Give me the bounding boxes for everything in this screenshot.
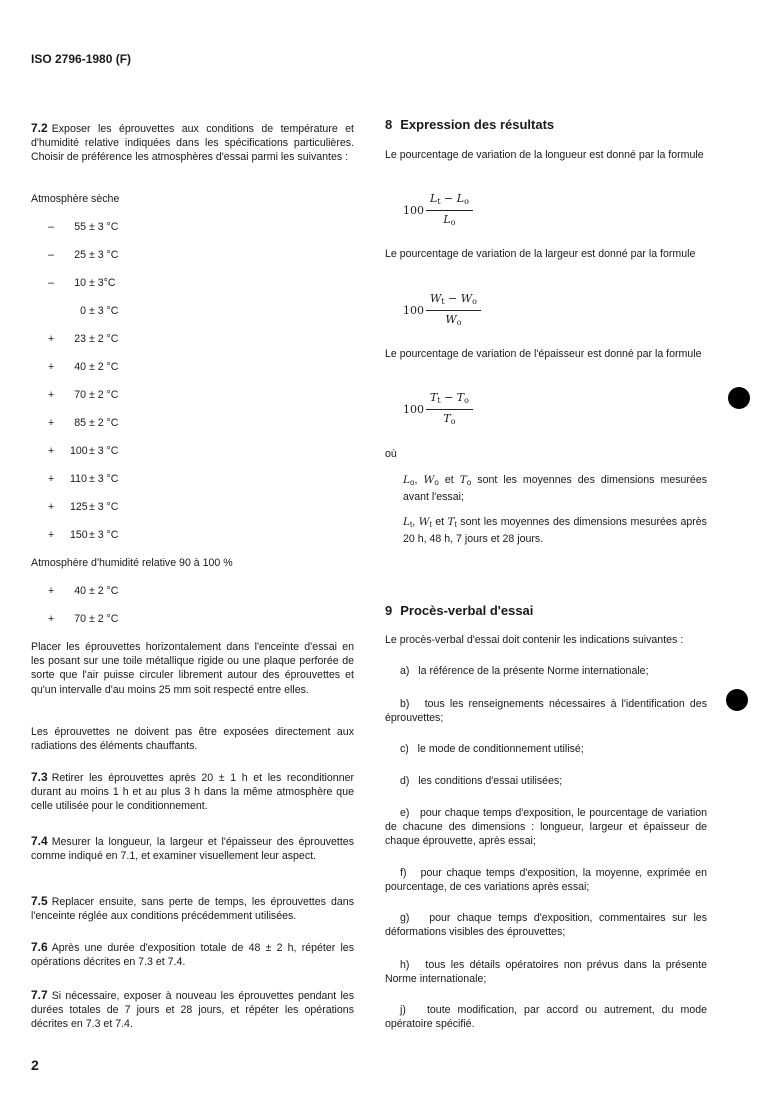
temperature-item: + 100 ± 3 °C	[48, 445, 119, 457]
list-item: h) tous les détails opératoires non prévus dans la présente Norme internationale;	[385, 959, 707, 986]
width-formula-intro: Le pourcentage de variation de la largeur est donné par la formule	[385, 248, 696, 260]
temperature-item: + 110 ± 3 °C	[48, 473, 119, 485]
section-8-heading: 8 Expression des résultats	[385, 117, 555, 132]
section-7-6: 7.6 Après une durée d'exposition totale de 48 ± 2 h, répéter les opérations décrites en 7.3 et 7.4.	[31, 940, 354, 969]
temperature-item: – 10 ± 3°C	[48, 277, 116, 289]
list-item: c) le mode de conditionnement utilisé;	[400, 743, 584, 755]
definition-before: $L_o$, $W_o$ et $T_o$ sont les moyennes des dimensions mesurées avant l'essai;	[403, 474, 708, 504]
section-7-5: 7.5 Replacer ensuite, sans perte de temps, les éprouvettes dans l'enceinte réglée aux conditions précédemment utilisées.	[31, 894, 354, 923]
temperature-item: + 85 ± 2 °C	[48, 417, 119, 429]
list-item: j) toute modification, par accord ou autrement, du mode opératoire spécifié.	[385, 1004, 707, 1031]
page-number: 2	[31, 1057, 39, 1073]
temperature-item: + 70 ± 2 °C	[48, 613, 119, 625]
temperature-item: – 55 ± 3 °C	[48, 221, 119, 233]
temperature-item: – 25 ± 3 °C	[48, 249, 119, 261]
temperature-item: + 125 ± 3 °C	[48, 501, 119, 513]
list-item: d) les conditions d'essai utilisées;	[400, 775, 563, 787]
section-7-2	[31, 121, 354, 165]
thickness-formula-intro: Le pourcentage de variation de l'épaisseur est donné par la formule	[385, 348, 702, 360]
section-7-7: 7.7 Si nécessaire, exposer à nouveau les éprouvettes pendant les durées totales de 7 jours et 28 jours, et répéter les opérations décrites en 7.3 et 7.4.	[31, 988, 354, 1031]
where-label: où	[385, 448, 397, 460]
section-7-3: 7.3 Retirer les éprouvettes après 20 ± 1 h et les reconditionner durant au moins 1 h et au plus 3 h dans la même atmosphère que celle utilisée pour le conditionnement.	[31, 770, 354, 813]
section-9-heading: 9 Procès-verbal d'essai	[385, 603, 534, 618]
temperature-item: + 150 ± 3 °C	[48, 529, 119, 541]
length-formula: 100 $\frac{L_t - L_o}{L_o}$	[403, 192, 473, 230]
temperature-item: 0 ± 3 °C	[80, 305, 119, 317]
humid-atmosphere-title: Atmosphère d'humidité relative 90 à 100 %	[31, 557, 233, 569]
document-header: ISO 2796-1980 (F)	[31, 52, 132, 66]
temperature-item: + 70 ± 2 °C	[48, 389, 119, 401]
width-formula: 100 $\frac{W_t - W_o}{W_o}$	[403, 292, 481, 330]
section-text: Exposer les éprouvettes aux conditions de température et d'humidité relative indiquées dans les spécifications particulières. Choisir de préférence les atmosphères d'essai parmi les suivantes :	[31, 123, 354, 164]
thickness-formula: 100 $\frac{T_t - T_o}{T_o}$	[403, 391, 473, 429]
temperature-item: + 40 ± 2 °C	[48, 585, 119, 597]
section-number: 7.2	[31, 121, 48, 135]
paragraph-placement: Placer les éprouvettes horizontalement dans l'enceinte d'essai en les posant sur une toile métallique rigide ou une plaque perforée de sorte que l'air puisse circuler librement autour des éprouvettes et qu'un intervalle d'au moins 25 mm soit respecté entre elles.	[31, 641, 354, 696]
binding-hole	[726, 689, 748, 711]
list-item: a) la référence de la présente Norme internationale;	[400, 665, 649, 677]
report-intro: Le procès-verbal d'essai doit contenir les indications suivantes :	[385, 634, 684, 646]
list-item: b) tous les renseignements nécessaires à l'identification des éprouvettes;	[385, 698, 707, 725]
binding-hole	[728, 387, 750, 409]
length-formula-intro: Le pourcentage de variation de la longueur est donné par la formule	[385, 149, 704, 161]
dry-atmosphere-title: Atmosphère sèche	[31, 193, 120, 205]
definition-after: $L_t$, $W_t$ et $T_t$ sont les moyennes des dimensions mesurées après 20 h, 48 h, 7 jours et 28 jours.	[403, 516, 707, 546]
list-item: g) pour chaque temps d'exposition, commentaires sur les déformations visibles des éprouvettes;	[385, 912, 707, 939]
list-item: f) pour chaque temps d'exposition, la moyenne, exprimée en pourcentage, de ces variations après essai;	[385, 867, 707, 894]
paragraph-radiation: Les éprouvettes ne doivent pas être exposées directement aux radiations des éléments chauffants.	[31, 726, 354, 753]
section-7-4: 7.4 Mesurer la longueur, la largeur et l'épaisseur des éprouvettes comme indiqué en 7.1, et examiner visuellement leur aspect.	[31, 834, 354, 863]
temperature-item: + 40 ± 2 °C	[48, 361, 119, 373]
temperature-item: + 23 ± 2 °C	[48, 333, 119, 345]
list-item: e) pour chaque temps d'exposition, le pourcentage de variation de chacune des dimensions : longueur, largeur et épaisseur de chaque éprouvette, après essai;	[385, 807, 707, 848]
